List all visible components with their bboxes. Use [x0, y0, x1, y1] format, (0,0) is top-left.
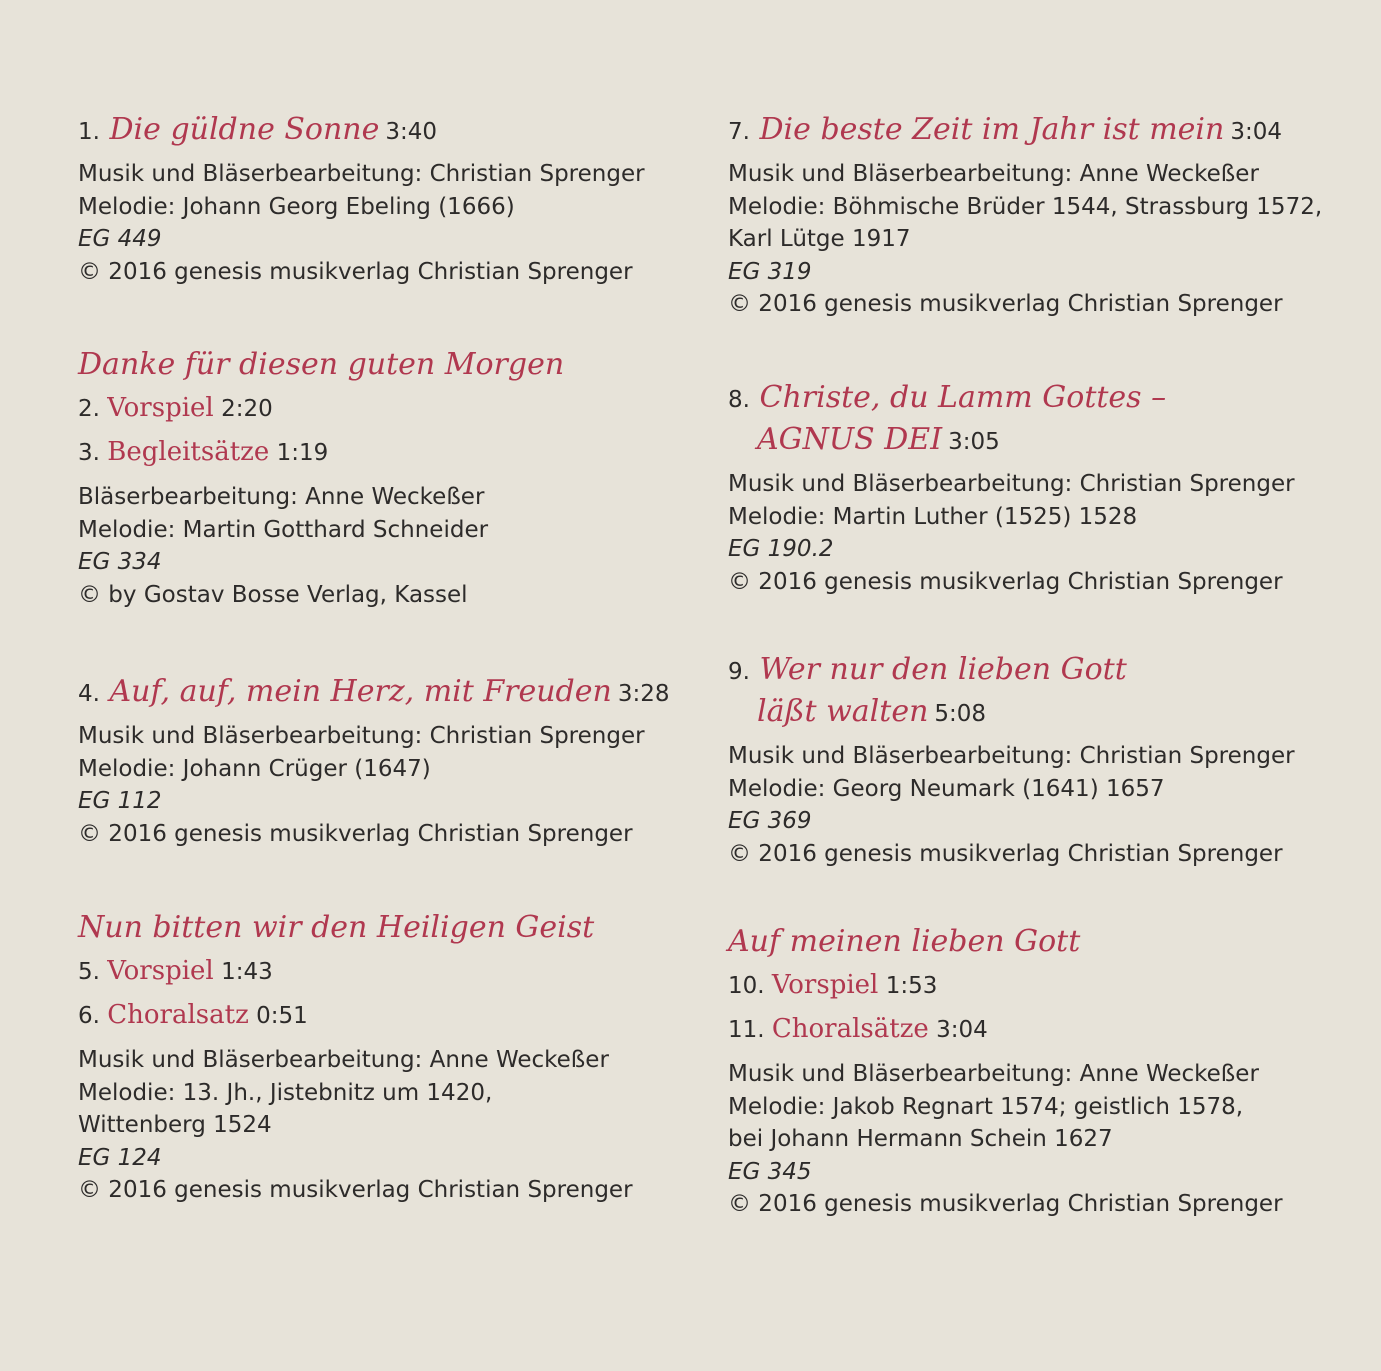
credit-line: Melodie: Martin Luther (1525) 1528 [728, 503, 1138, 530]
credit-line: Musik und Bläserbearbeitung: Christian Sprenger [728, 471, 1295, 497]
track-duration: 2:20 [221, 396, 273, 422]
credits [728, 1058, 1358, 1221]
track-duration: 3:04 [1230, 119, 1282, 145]
track-number: 11. [728, 1017, 765, 1043]
song-entry [728, 378, 1358, 598]
song-title-text: Die beste Zeit im Jahr ist mein [759, 112, 1225, 147]
track-number: 3. [78, 440, 100, 466]
credit-line: © 2016 genesis musikverlag Christian Sprenger [78, 258, 633, 285]
track-duration: 1:19 [276, 440, 329, 466]
credit-line: © 2016 genesis musikverlag Christian Sprenger [728, 291, 1283, 317]
song-title-line [78, 110, 698, 152]
track-row [78, 387, 698, 431]
hymnal-number: EG 449 [78, 226, 162, 252]
track-name: Vorspiel [107, 956, 214, 986]
track-duration: 3:40 [385, 119, 438, 145]
credit-line: Melodie: Georg Neumark (1641) 1657 [728, 775, 1165, 802]
credit-line: Wittenberg 1524 [78, 1112, 272, 1138]
track-number: 5. [78, 959, 100, 985]
credit-line: Musik und Bläserbearbeitung: Anne Weckeßer [78, 1047, 609, 1073]
track-duration: 1:53 [885, 973, 938, 999]
credits [78, 720, 698, 850]
credit-line: Melodie: Jakob Regnart 1574; geistlich 1578, [728, 1093, 1244, 1120]
credits [78, 1044, 698, 1207]
credit-line: Musik und Bläserbearbeitung: Christian Sprenger [78, 161, 645, 187]
credit-line: Musik und Bläserbearbeitung: Anne Weckeßer [728, 1061, 1259, 1087]
track-list [78, 387, 698, 475]
credit-line: bei Johann Hermann Schein 1627 [728, 1126, 1113, 1152]
credit-line: Musik und Bläserbearbeitung: Anne Weckeßer [728, 161, 1259, 187]
song-group [78, 908, 698, 1207]
credit-line: Melodie: 13. Jh., Jistebnitz um 1420, [78, 1079, 493, 1106]
song-title-text: läßt walten [757, 694, 929, 729]
group-title: Nun bitten wir den Heiligen Geist [78, 910, 595, 945]
track-name: Vorspiel [107, 393, 214, 423]
credit-line: Melodie: Martin Gotthard Schneider [78, 516, 489, 543]
credits [78, 158, 698, 288]
song-group [78, 345, 698, 611]
song-group [728, 922, 1358, 1221]
hymnal-number: EG 124 [78, 1144, 162, 1171]
credit-line: © 2016 genesis musikverlag Christian Sprenger [78, 1177, 633, 1203]
credit-line: Musik und Bläserbearbeitung: Christian Sprenger [728, 743, 1295, 769]
credit-line: Karl Lütge 1917 [728, 226, 911, 252]
song-title-line [78, 672, 698, 714]
credits [728, 158, 1358, 321]
song-entry [78, 110, 698, 288]
hymnal-number: EG 334 [78, 549, 162, 575]
track-duration: 3:04 [936, 1017, 988, 1043]
hymnal-number: EG 369 [728, 808, 812, 834]
credit-line: © 2016 genesis musikverlag Christian Sprenger [728, 568, 1283, 595]
track-number: 7. [728, 119, 750, 145]
track-name: Choralsätze [771, 1014, 929, 1044]
track-list [78, 950, 698, 1038]
track-name: Begleitsätze [107, 437, 270, 467]
track-row [728, 964, 1358, 1008]
song-title-line [728, 420, 1358, 462]
song-title-text: Die güldne Sonne [109, 112, 380, 147]
song-title-text: Christe, du Lamm Gottes – [759, 380, 1167, 415]
track-duration: 0:51 [256, 1003, 308, 1029]
credit-line: © 2016 genesis musikverlag Christian Sprenger [728, 1191, 1283, 1217]
song-entry [78, 672, 698, 850]
hymnal-number: EG 190.2 [728, 536, 834, 562]
group-title: Auf meinen lieben Gott [728, 924, 1081, 959]
track-number: 6. [78, 1003, 100, 1029]
track-duration: 3:28 [617, 681, 670, 707]
credit-line: Melodie: Johann Georg Ebeling (1666) [78, 193, 515, 220]
track-number: 2. [78, 396, 100, 422]
track-row [78, 994, 698, 1038]
hymnal-number: EG 345 [728, 1158, 812, 1185]
credit-line: © 2016 genesis musikverlag Christian Sprenger [78, 820, 633, 847]
credits [78, 481, 698, 611]
song-title-text: Auf, auf, mein Herz, mit Freuden [109, 674, 612, 709]
track-name: Vorspiel [771, 970, 879, 1000]
song-entry [728, 110, 1358, 321]
song-entry [728, 650, 1358, 870]
track-number: 8. [728, 387, 750, 413]
track-number: 4. [78, 681, 100, 707]
track-row [728, 1008, 1358, 1052]
song-title-text: Wer nur den lieben Gott [759, 652, 1127, 687]
track-duration: 3:05 [948, 429, 1000, 455]
hymnal-number: EG 319 [728, 258, 812, 285]
track-name: Choralsatz [107, 1000, 249, 1030]
song-title-line [728, 110, 1358, 152]
track-row [78, 431, 698, 475]
credit-line: Bläserbearbeitung: Anne Weckeßer [78, 484, 485, 510]
credit-line: Melodie: Johann Crüger (1647) [78, 755, 431, 782]
track-list [728, 964, 1358, 1052]
track-duration: 1:43 [221, 959, 273, 985]
track-duration: 5:08 [934, 701, 987, 727]
song-title-line [728, 650, 1358, 692]
song-title-line [728, 692, 1358, 734]
credit-line: Melodie: Böhmische Brüder 1544, Strassburg 1572, [728, 193, 1323, 220]
credit-line: © 2016 genesis musikverlag Christian Sprenger [728, 840, 1283, 867]
credit-line: Musik und Bläserbearbeitung: Christian Sprenger [78, 723, 645, 749]
group-title: Danke für diesen guten Morgen [78, 347, 565, 382]
credits [728, 468, 1358, 598]
song-title-line [728, 378, 1358, 420]
track-row [78, 950, 698, 994]
song-title-text: AGNUS DEI [757, 422, 943, 457]
credits [728, 740, 1358, 870]
track-number: 1. [78, 119, 100, 145]
track-number: 9. [728, 659, 750, 685]
credit-line: © by Gostav Bosse Verlag, Kassel [78, 581, 468, 608]
hymnal-number: EG 112 [78, 788, 162, 814]
track-number: 10. [728, 973, 765, 999]
